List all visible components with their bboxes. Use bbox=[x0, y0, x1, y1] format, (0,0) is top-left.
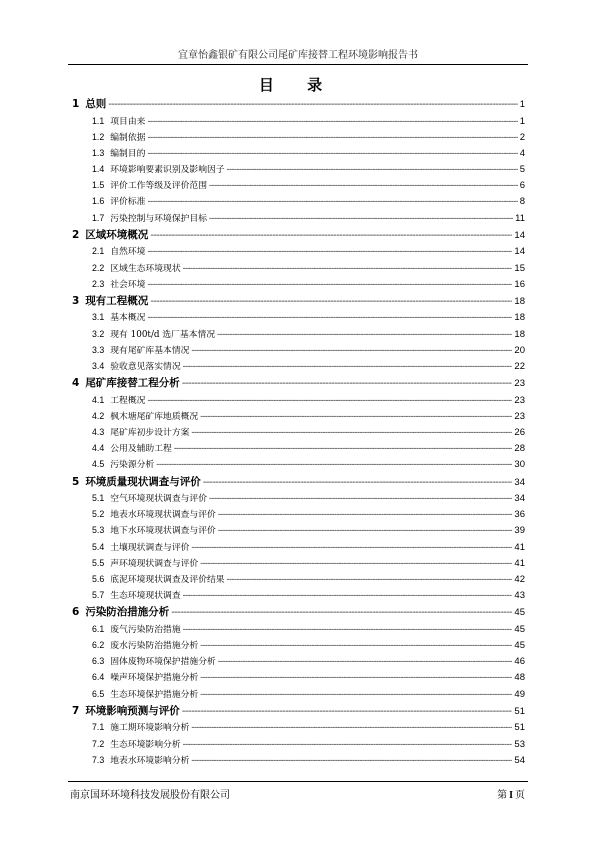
toc-entry-number: 4.5 bbox=[92, 459, 105, 470]
toc-leader bbox=[227, 575, 513, 585]
toc-entry-number: 6.5 bbox=[92, 688, 105, 699]
toc-entry-page: 45 bbox=[514, 640, 525, 652]
toc-entry-number: 3.4 bbox=[92, 360, 105, 371]
toc-entry-number: 3 bbox=[72, 294, 80, 307]
toc-section-entry[interactable] bbox=[70, 277, 525, 293]
toc-entry-page: 15 bbox=[514, 262, 525, 274]
running-header: 宜章怡鑫银矿有限公司尾矿库接替工程环境影响报告书 bbox=[178, 50, 418, 61]
toc-entry-number: 1.1 bbox=[92, 115, 105, 126]
toc-leader bbox=[147, 197, 517, 207]
toc-section-entry[interactable] bbox=[70, 457, 525, 473]
toc-entry-number: 1.3 bbox=[92, 147, 105, 158]
toc-entry-page: 20 bbox=[514, 344, 525, 356]
toc-section-entry[interactable] bbox=[70, 194, 525, 210]
toc-leader bbox=[203, 476, 513, 488]
toc-entry-title: 底泥环境现状调查及评价结果 bbox=[110, 575, 225, 585]
toc-entry-page: 26 bbox=[514, 427, 525, 438]
toc-entry-title: 污染防治措施分析 bbox=[85, 606, 170, 619]
toc-entry-title: 公用及辅助工程 bbox=[110, 444, 172, 455]
toc-entry-page: 1 bbox=[519, 99, 525, 110]
toc-section-entry[interactable] bbox=[70, 491, 525, 507]
toc-entry-number: 3.2 bbox=[92, 328, 105, 339]
toc-entry-page: 48 bbox=[514, 672, 525, 684]
toc-entry-page: 34 bbox=[514, 476, 525, 488]
toc-entry-title: 环境影响预测与评价 bbox=[85, 704, 180, 717]
toc-entry-number: 1 bbox=[72, 98, 80, 110]
toc-leader bbox=[183, 362, 513, 372]
toc-entry-page: 8 bbox=[519, 196, 525, 208]
toc-entry-number: 6 bbox=[72, 606, 80, 619]
toc-entry-title: 评价标准 bbox=[110, 197, 146, 208]
toc-leader bbox=[147, 149, 517, 159]
toc-entry-number: 5.3 bbox=[92, 525, 105, 536]
toc-entry-page: 14 bbox=[514, 246, 525, 258]
toc-entry-page: 23 bbox=[514, 378, 525, 390]
toc-section-entry[interactable] bbox=[70, 409, 525, 425]
toc-leader bbox=[147, 247, 512, 257]
toc-leader bbox=[200, 690, 512, 700]
toc-entry-page: 28 bbox=[514, 443, 525, 455]
toc-entry-title: 现有尾矿库基本情况 bbox=[110, 345, 190, 356]
toc-section-entry[interactable] bbox=[70, 261, 525, 277]
toc-entry-number: 1.6 bbox=[92, 196, 105, 207]
toc-leader bbox=[171, 606, 512, 618]
toc-entry-page: 14 bbox=[514, 229, 525, 241]
toc-leader bbox=[209, 494, 512, 504]
footer-page-number: I bbox=[509, 790, 513, 801]
toc-entry-title: 验收意见落实情况 bbox=[110, 361, 181, 372]
toc-leader bbox=[191, 428, 512, 438]
toc-entry-title: 地表水环境现状调查与评价 bbox=[110, 510, 216, 521]
toc-entry-title: 工程概况 bbox=[110, 395, 146, 406]
toc-entry-number: 4.1 bbox=[92, 394, 105, 405]
toc-entry-page: 49 bbox=[514, 688, 525, 700]
toc-entry-title: 尾矿库初步设计方案 bbox=[110, 428, 190, 438]
footer-rule bbox=[68, 781, 528, 782]
toc-entry-number: 4 bbox=[72, 377, 80, 390]
header-rule bbox=[68, 64, 528, 65]
toc-leader bbox=[200, 559, 512, 569]
toc-entry-number: 2.1 bbox=[92, 246, 105, 257]
toc-section-entry[interactable] bbox=[70, 654, 525, 670]
toc-entry-number: 5.7 bbox=[92, 590, 105, 601]
toc-chapter-entry[interactable] bbox=[70, 604, 525, 622]
toc-section-entry[interactable] bbox=[70, 670, 525, 686]
toc-entry-page: 1 bbox=[519, 115, 525, 127]
toc-entry-title: 区域生态环境现状 bbox=[110, 263, 181, 274]
toc-entry-page: 51 bbox=[514, 705, 525, 717]
toc-entry-page: 54 bbox=[514, 754, 525, 766]
toc-leader bbox=[147, 133, 517, 143]
toc-entry-number: 1.5 bbox=[92, 180, 105, 191]
toc-entry-title: 编制目的 bbox=[110, 148, 146, 159]
toc-entry-title: 现有工程概况 bbox=[85, 294, 149, 307]
toc-leader bbox=[191, 723, 512, 733]
toc-entry-title: 空气环境现状调查与评价 bbox=[110, 494, 208, 505]
toc-leader bbox=[209, 181, 518, 191]
toc-section-entry[interactable] bbox=[70, 572, 525, 588]
toc-section-entry[interactable] bbox=[70, 327, 525, 343]
toc-entry-number: 2.3 bbox=[92, 278, 105, 289]
toc-entry-title: 社会环境 bbox=[110, 279, 146, 290]
toc-entry-number: 6.1 bbox=[92, 623, 105, 634]
toc-entry-number: 5.2 bbox=[92, 509, 105, 520]
toc-leader bbox=[227, 165, 518, 175]
toc-section-entry[interactable] bbox=[70, 588, 525, 604]
toc-entry-title: 生态环境保护措施分析 bbox=[110, 689, 199, 700]
toc-entry-title: 枫木塘尾矿库地质概况 bbox=[110, 411, 199, 422]
toc-entry-page: 23 bbox=[514, 410, 525, 422]
toc-entry-number: 4.3 bbox=[92, 427, 105, 437]
toc-entry-title: 现有 100t/d 选厂基本情况 bbox=[110, 329, 216, 340]
toc-leader bbox=[191, 543, 512, 553]
toc-leader bbox=[182, 705, 513, 717]
toc-entry-page: 46 bbox=[514, 656, 525, 668]
toc-entry-title: 尾矿库接替工程分析 bbox=[85, 377, 180, 390]
toc-section-entry[interactable] bbox=[70, 310, 525, 326]
toc-entry-number: 5.6 bbox=[92, 574, 105, 584]
toc-entry-page: 16 bbox=[514, 278, 525, 290]
toc-entry-title: 固体废物环境保护措施分析 bbox=[110, 657, 216, 668]
toc-entry-page: 5 bbox=[519, 164, 525, 176]
toc-leader bbox=[108, 98, 517, 110]
toc-section-entry[interactable] bbox=[70, 638, 525, 654]
toc-entry-number: 2.2 bbox=[92, 262, 105, 273]
toc-section-entry[interactable] bbox=[70, 523, 525, 539]
toc-entry-number: 7.2 bbox=[92, 738, 105, 749]
toc-section-entry[interactable] bbox=[70, 146, 525, 162]
toc-section-entry[interactable] bbox=[70, 441, 525, 457]
toc-entry-page: 53 bbox=[514, 738, 525, 750]
footer-page-prefix: 第 bbox=[497, 790, 508, 801]
toc-entry-title: 土壤现状调查与评价 bbox=[110, 542, 190, 553]
toc-entry-title: 声环境现状调查与评价 bbox=[110, 558, 199, 569]
toc-entry-page: 41 bbox=[514, 557, 525, 569]
toc-section-entry[interactable] bbox=[70, 114, 525, 130]
toc-entry-number: 4.4 bbox=[92, 443, 105, 454]
toc-entry-title: 项目由来 bbox=[110, 116, 146, 127]
toc-chapter-entry[interactable] bbox=[70, 474, 525, 492]
toc-entry-number: 5.1 bbox=[92, 493, 105, 504]
toc-entry-number: 3.1 bbox=[92, 312, 105, 323]
toc-entry-number: 1.7 bbox=[92, 212, 105, 223]
toc-leader bbox=[147, 313, 512, 323]
toc-entry-number: 2 bbox=[72, 228, 80, 241]
toc-entry-page: 36 bbox=[514, 509, 525, 521]
toc-leader bbox=[191, 756, 512, 766]
toc-section-entry[interactable] bbox=[70, 359, 525, 375]
toc-section-entry[interactable] bbox=[70, 425, 525, 441]
toc-leader bbox=[156, 460, 512, 470]
toc-leader bbox=[200, 641, 512, 651]
toc-entry-title: 废水污染防治措施分析 bbox=[110, 641, 199, 652]
toc-entry-title: 自然环境 bbox=[110, 247, 146, 258]
toc-entry-title: 施工期环境影响分析 bbox=[110, 723, 190, 734]
toc-leader bbox=[183, 740, 513, 750]
toc-entry-page: 39 bbox=[514, 525, 525, 537]
toc-entry-number: 6.4 bbox=[92, 672, 105, 683]
toc-section-entry[interactable] bbox=[70, 556, 525, 572]
toc-leader bbox=[182, 377, 513, 389]
page-title: 目 录 bbox=[258, 76, 337, 94]
toc-entry-title: 编制依据 bbox=[110, 132, 146, 143]
toc-entry-number: 5.4 bbox=[92, 541, 105, 552]
toc-leader bbox=[209, 214, 513, 224]
footer-page-suffix: 页 bbox=[515, 790, 525, 801]
toc-chapter-entry[interactable] bbox=[70, 375, 525, 393]
toc-entry-page: 30 bbox=[514, 459, 525, 471]
toc-entry-title: 地下水环境现状调查与评价 bbox=[110, 526, 216, 537]
toc-section-entry[interactable] bbox=[70, 540, 525, 556]
toc-entry-number: 6.3 bbox=[92, 656, 105, 667]
toc-section-entry[interactable] bbox=[70, 753, 525, 769]
toc-leader bbox=[217, 330, 512, 340]
toc-entry-title: 污染源分析 bbox=[110, 460, 155, 471]
toc-entry-number: 5 bbox=[72, 475, 80, 488]
toc-entry-title: 环境影响要素识别及影响因子 bbox=[110, 165, 225, 176]
toc-entry-page: 45 bbox=[514, 607, 525, 619]
toc-section-entry[interactable] bbox=[70, 393, 525, 409]
toc-entry-page: 45 bbox=[514, 623, 525, 635]
toc-entry-title: 生态环境现状调查 bbox=[110, 591, 181, 602]
toc-entry-page: 18 bbox=[514, 295, 525, 307]
toc-entry-page: 11 bbox=[515, 212, 525, 224]
toc-entry-title: 废气污染防治措施 bbox=[110, 624, 181, 635]
toc-entry-number: 6.2 bbox=[92, 640, 105, 651]
toc-entry-page: 2 bbox=[519, 131, 525, 143]
toc-entry-page: 6 bbox=[519, 180, 525, 192]
toc-entry-title: 生态环境影响分析 bbox=[110, 739, 181, 750]
toc-leader bbox=[218, 510, 513, 520]
toc-entry-page: 41 bbox=[514, 541, 525, 553]
toc-section-entry[interactable] bbox=[70, 720, 525, 736]
toc-leader bbox=[218, 657, 513, 667]
footer-company: 南京国环环境科技发展股份有限公司 bbox=[70, 790, 230, 801]
toc-section-entry[interactable] bbox=[70, 162, 525, 178]
toc-entry-page: 18 bbox=[514, 312, 525, 324]
toc-entry-number: 1.4 bbox=[92, 164, 105, 175]
toc-leader bbox=[147, 396, 512, 406]
toc-entry-page: 4 bbox=[519, 147, 525, 159]
toc-section-entry[interactable] bbox=[70, 130, 525, 146]
table-of-contents bbox=[70, 96, 525, 769]
toc-chapter-entry[interactable] bbox=[70, 227, 525, 245]
toc-entry-page: 22 bbox=[514, 360, 525, 372]
toc-entry-number: 4.2 bbox=[92, 410, 105, 421]
toc-leader bbox=[200, 412, 512, 422]
toc-entry-title: 区域环境概况 bbox=[85, 228, 149, 241]
toc-section-entry[interactable] bbox=[70, 343, 525, 359]
toc-entry-title: 总则 bbox=[85, 98, 107, 110]
toc-entry-page: 34 bbox=[514, 493, 525, 505]
toc-section-entry[interactable] bbox=[70, 244, 525, 260]
toc-entry-number: 1.2 bbox=[92, 131, 105, 142]
toc-entry-number: 7 bbox=[72, 704, 80, 717]
toc-entry-title: 基本概况 bbox=[110, 313, 146, 324]
toc-entry-number: 5.5 bbox=[92, 557, 105, 568]
toc-leader bbox=[191, 346, 512, 356]
toc-leader bbox=[174, 444, 513, 454]
toc-entry-number: 7.3 bbox=[92, 754, 105, 765]
toc-entry-title: 污染控制与环境保护目标 bbox=[110, 213, 208, 224]
toc-entry-title: 噪声环境保护措施分析 bbox=[110, 673, 199, 684]
toc-entry-title: 评价工作等级及评价范围 bbox=[110, 181, 208, 192]
toc-entry-page: 51 bbox=[514, 722, 525, 734]
toc-chapter-entry[interactable] bbox=[70, 703, 525, 721]
toc-entry-number: 3.3 bbox=[92, 344, 105, 355]
toc-entry-page: 18 bbox=[514, 328, 525, 340]
toc-entry-page: 43 bbox=[514, 590, 525, 602]
toc-leader bbox=[150, 229, 512, 241]
toc-entry-title: 环境质量现状调查与评价 bbox=[85, 475, 201, 488]
toc-leader bbox=[183, 591, 513, 601]
toc-leader bbox=[183, 264, 513, 274]
toc-section-entry[interactable] bbox=[70, 622, 525, 638]
toc-chapter-entry[interactable] bbox=[70, 96, 525, 114]
toc-chapter-entry[interactable] bbox=[70, 293, 525, 311]
toc-entry-number: 7.1 bbox=[92, 722, 105, 733]
toc-entry-title: 地表水环境影响分析 bbox=[110, 755, 190, 766]
toc-leader bbox=[218, 526, 513, 536]
toc-section-entry[interactable] bbox=[70, 211, 525, 227]
toc-leader bbox=[147, 280, 512, 290]
toc-leader bbox=[150, 295, 512, 307]
toc-section-entry[interactable] bbox=[70, 178, 525, 194]
toc-leader bbox=[183, 625, 513, 635]
toc-entry-page: 42 bbox=[514, 574, 525, 585]
toc-section-entry[interactable] bbox=[70, 687, 525, 703]
toc-section-entry[interactable] bbox=[70, 737, 525, 753]
toc-leader bbox=[200, 673, 512, 683]
toc-entry-page: 23 bbox=[514, 394, 525, 406]
footer-page-label bbox=[497, 786, 525, 801]
toc-section-entry[interactable] bbox=[70, 507, 525, 523]
toc-leader bbox=[147, 117, 517, 127]
